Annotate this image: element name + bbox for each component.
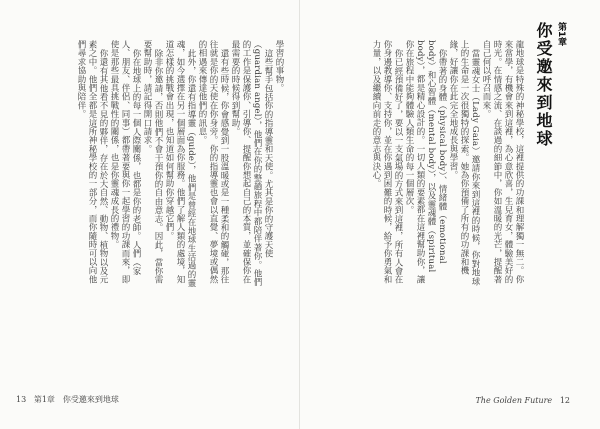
left-paragraph-2: 這些幫手包括你的指導靈和天使。尤其是你的守護天使（guardian angel），他們在你的整趟旅程中都陪伴著你。他們的工作是保護你、引導你、提醒你想起自己的本質，並確保你在最需要的時候得到幫助。 bbox=[230, 40, 273, 287]
chapter-heading bbox=[532, 22, 568, 148]
right-paragraph-2: 當靈魂女士（Lady Gaia）邀請你來到這裡的時候，你對地球上的生命是一次很獨特的探索。她為你預備了所有的功課和機緣，好讓你在此完全地成長與學習。 bbox=[448, 40, 480, 286]
right-page-number: 12 bbox=[559, 396, 570, 405]
left-running-head: 第1章 你受邀來到地球 bbox=[33, 395, 119, 404]
right-page-body bbox=[314, 40, 524, 292]
left-paragraph-1: 學習的事物。 bbox=[274, 40, 284, 93]
left-page-body bbox=[22, 40, 284, 292]
right-paragraph-4: 你已經預備好了，要以一支氣場的方式來到這裡，所有人會在你身邊教導你、支持你，並在你遇到困難的時候，給予你勇氣和力量，以及繼續向前走的意志與決心。 bbox=[371, 40, 403, 284]
left-footer bbox=[16, 394, 119, 405]
left-paragraph-7: 你還有其他看不見的夥伴，存在於大自然、動物、植物以及元素之中。他們全都是這所神秘學校的一部分，而你隨時可以向他們尋求協助與陪伴。 bbox=[76, 40, 108, 284]
right-paragraph-1: 龍地球是特殊的神秘學校，這裡提供的功課和理解獨一無二。你來當學，有機會來到這裡，為心意欣喜，生兒育女，體驗美好的時光。在情感之流、在談過的細節中，你如溫暖的光芒，提醒著自己何以呼召而來。 bbox=[481, 40, 524, 284]
right-footer bbox=[475, 396, 570, 405]
left-paragraph-4: 此外，你還有指導靈（guide），他們是曾經在地球生活過的靈魂，如今選擇在另一個層面為你服務。他們了解人類的處境，知道怎樣的挑戰會出現，也知道如何幫助你穿越它們。 bbox=[164, 40, 196, 287]
left-paragraph-6: 你在地球上的每一個人際關係，也都是你的老師。人們（家人、朋友、伴侶、同事）都帶著要與你一起學習的功課而來，即使是那些最具挑戰性的關係，也是你靈魂成長的禮物。 bbox=[109, 40, 141, 284]
chapter-number: 第1章 bbox=[556, 22, 566, 47]
left-paragraph-5: 除非你邀請，否則他們不會干預你的自由意志。因此，當你需要幫助時，請記得開口請求。 bbox=[142, 40, 163, 284]
right-paragraph-3: 你帶著的身體（physical body）、情緒體（emotional body）和心智體（mental body），以及靈魂體（spiritual body），都是精心設計的。一切人類的要素都在這裡幫助你，讓你在旅程中能夠體驗人類生命的每一個層次。 bbox=[404, 40, 447, 284]
left-paragraph-3: 還有些時候，你會感覺到一股溫暖或是一種柔和的觸碰，那往往就是你的天使在你身旁。你的指導靈也會以直覺、夢境或偶然的相遇來傳達他們的訊息。 bbox=[197, 40, 229, 284]
chapter-title: 你受邀來到地球 bbox=[534, 22, 553, 148]
right-running-head: The Golden Future bbox=[475, 396, 553, 405]
left-page-number: 13 bbox=[16, 395, 27, 404]
